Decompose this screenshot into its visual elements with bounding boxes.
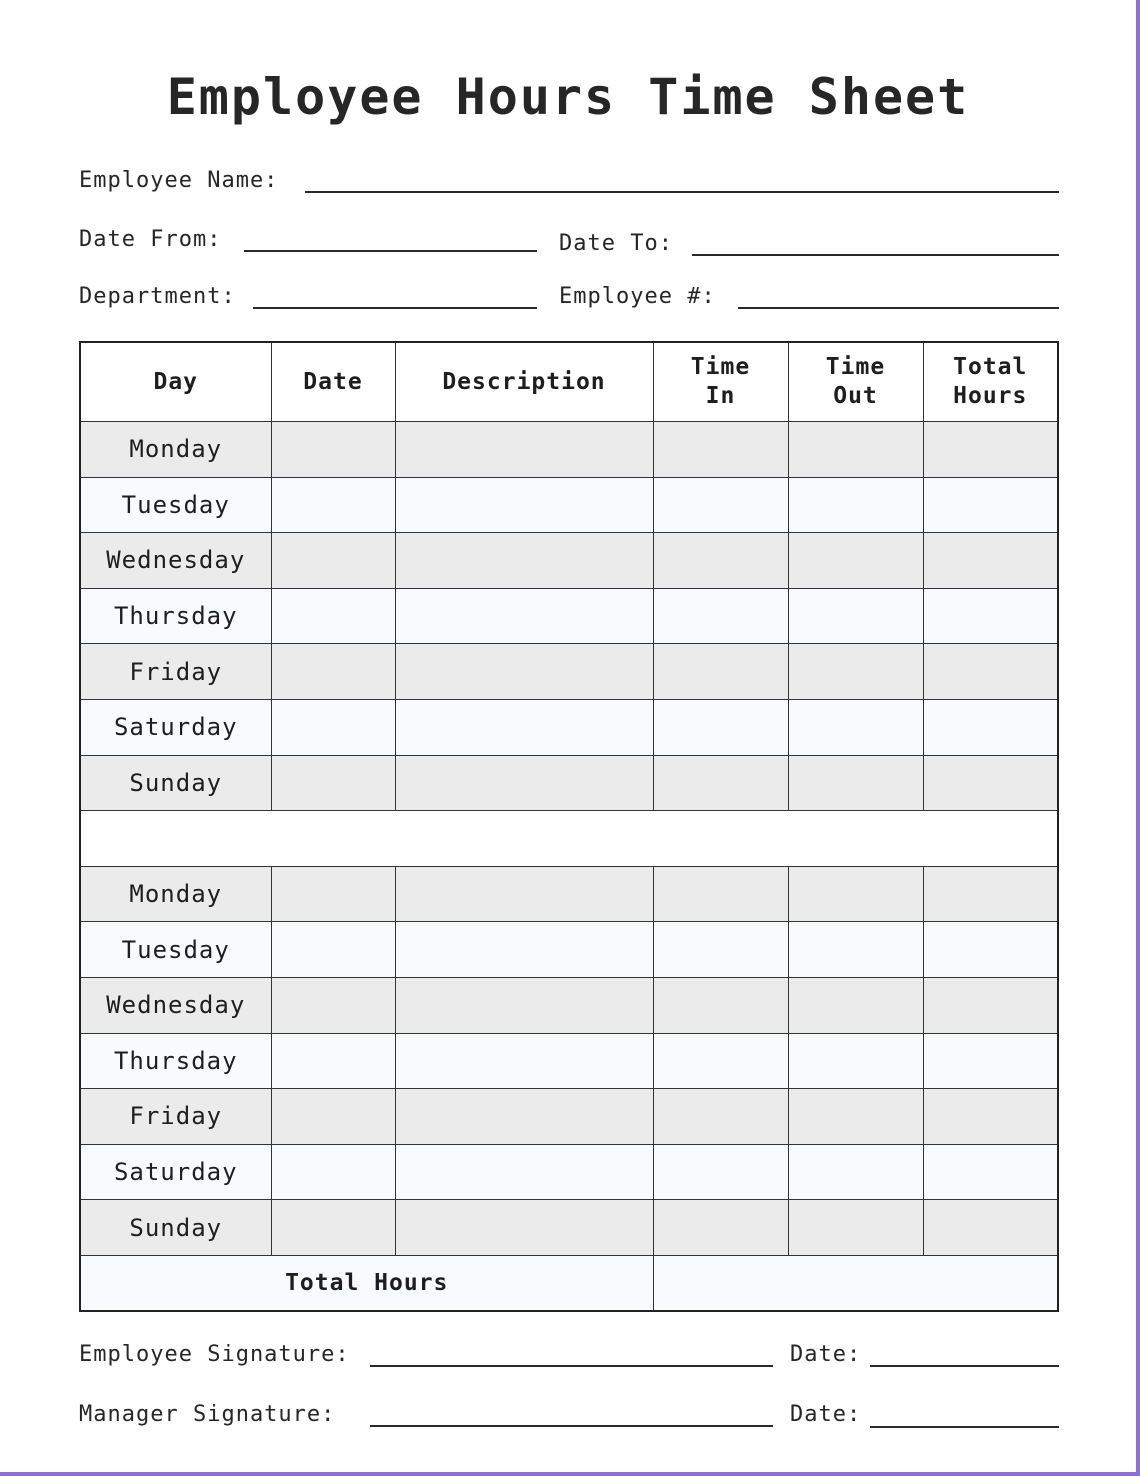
date-cell[interactable] [271,533,395,589]
date-to-label: Date To: [559,231,673,256]
employee-name-field[interactable] [305,191,1059,193]
manager-signature-field[interactable] [370,1425,773,1427]
header-time-in: Time In [653,342,788,422]
time-out-cell[interactable] [788,922,923,978]
time-out-cell[interactable] [788,1200,923,1256]
total-row [80,1255,1058,1311]
time-in-cell[interactable] [653,644,788,700]
time-in-cell[interactable] [653,1200,788,1256]
total-hours-cell[interactable] [923,755,1058,811]
date-cell[interactable] [271,755,395,811]
day-cell: Sunday [80,1200,271,1256]
time-out-cell[interactable] [788,1033,923,1089]
date-cell[interactable] [271,922,395,978]
description-cell[interactable] [395,1200,653,1256]
time-in-cell[interactable] [653,422,788,478]
description-cell[interactable] [395,1033,653,1089]
table-row [80,477,1058,533]
time-in-cell[interactable] [653,1033,788,1089]
description-cell[interactable] [395,477,653,533]
date-cell[interactable] [271,1200,395,1256]
table-row [80,699,1058,755]
day-cell: Thursday [80,1033,271,1089]
total-hours-cell[interactable] [923,1144,1058,1200]
time-out-cell[interactable] [788,533,923,589]
date-cell[interactable] [271,477,395,533]
description-cell[interactable] [395,866,653,922]
day-cell: Monday [80,422,271,478]
total-hours-cell[interactable] [923,977,1058,1033]
table-row [80,588,1058,644]
table-row [80,866,1058,922]
department-label: Department: [79,284,236,309]
header-description: Description [395,342,653,422]
table-row [80,1089,1058,1145]
employee-signature-date-label: Date: [790,1342,862,1367]
table-row [80,1200,1058,1256]
time-out-cell[interactable] [788,644,923,700]
date-cell[interactable] [271,422,395,478]
table-row [80,644,1058,700]
total-hours-cell[interactable] [923,922,1058,978]
description-cell[interactable] [395,588,653,644]
time-in-cell[interactable] [653,588,788,644]
total-hours-cell[interactable] [923,1033,1058,1089]
day-cell: Saturday [80,1144,271,1200]
time-out-cell[interactable] [788,588,923,644]
table-row [80,922,1058,978]
header-day: Day [80,342,271,422]
total-hours-cell[interactable] [923,1089,1058,1145]
date-cell[interactable] [271,866,395,922]
table-header-row [80,342,1058,422]
date-cell[interactable] [271,977,395,1033]
employee-number-label: Employee #: [559,284,716,309]
day-cell: Friday [80,644,271,700]
day-cell: Friday [80,1089,271,1145]
description-cell[interactable] [395,922,653,978]
time-out-cell[interactable] [788,699,923,755]
time-out-cell[interactable] [788,422,923,478]
date-from-label: Date From: [79,227,222,252]
description-cell[interactable] [395,422,653,478]
table-row [80,1033,1058,1089]
time-out-cell[interactable] [788,977,923,1033]
total-hours-cell[interactable] [923,588,1058,644]
total-hours-cell[interactable] [923,533,1058,589]
date-cell[interactable] [271,588,395,644]
total-hours-cell[interactable] [923,422,1058,478]
employee-signature-label: Employee Signature: [79,1342,350,1367]
manager-signature-date-label: Date: [790,1402,862,1427]
week-separator-row [80,811,1058,867]
time-out-cell[interactable] [788,1144,923,1200]
header-time-out: Time Out [788,342,923,422]
description-cell[interactable] [395,977,653,1033]
hours-table [79,341,1059,1312]
employee-number-field[interactable] [738,307,1059,309]
employee-signature-field[interactable] [370,1365,773,1367]
table-row [80,977,1058,1033]
total-hours-cell[interactable] [923,477,1058,533]
table-row [80,533,1058,589]
table-row [80,1144,1058,1200]
page-title: Employee Hours Time Sheet [166,68,970,126]
time-out-cell[interactable] [788,477,923,533]
description-cell[interactable] [395,533,653,589]
time-in-cell[interactable] [653,1144,788,1200]
header-total-hours: Total Hours [923,342,1058,422]
description-cell[interactable] [395,1089,653,1145]
time-in-cell[interactable] [653,533,788,589]
time-in-cell[interactable] [653,699,788,755]
day-cell: Saturday [80,699,271,755]
date-cell[interactable] [271,1033,395,1089]
day-cell: Monday [80,866,271,922]
date-from-field[interactable] [244,250,537,252]
time-out-cell[interactable] [788,755,923,811]
date-cell[interactable] [271,1089,395,1145]
time-in-cell[interactable] [653,922,788,978]
employee-signature-date-field[interactable] [870,1365,1059,1367]
time-out-cell[interactable] [788,1089,923,1145]
total-hours-cell[interactable] [923,644,1058,700]
description-cell[interactable] [395,755,653,811]
day-cell: Wednesday [80,977,271,1033]
employee-name-label: Employee Name: [79,168,279,193]
total-hours-cell[interactable] [923,866,1058,922]
date-cell[interactable] [271,644,395,700]
day-cell: Wednesday [80,533,271,589]
description-cell[interactable] [395,699,653,755]
time-in-cell[interactable] [653,1089,788,1145]
date-cell[interactable] [271,1144,395,1200]
day-cell: Sunday [80,755,271,811]
total-hours-cell[interactable] [923,699,1058,755]
time-in-cell[interactable] [653,755,788,811]
day-cell: Tuesday [80,922,271,978]
time-out-cell[interactable] [788,866,923,922]
time-in-cell[interactable] [653,477,788,533]
day-cell: Tuesday [80,477,271,533]
table-row [80,422,1058,478]
total-hours-cell[interactable] [923,1200,1058,1256]
week-separator [80,811,1058,867]
time-in-cell[interactable] [653,866,788,922]
header-date: Date [271,342,395,422]
manager-signature-label: Manager Signature: [79,1402,336,1427]
table-row [80,755,1058,811]
total-hours-label: Total Hours [80,1255,653,1311]
description-cell[interactable] [395,1144,653,1200]
date-cell[interactable] [271,699,395,755]
total-hours-value-cell[interactable] [653,1255,1058,1311]
time-in-cell[interactable] [653,977,788,1033]
date-to-field[interactable] [692,254,1059,256]
manager-signature-date-field[interactable] [870,1426,1059,1428]
description-cell[interactable] [395,644,653,700]
day-cell: Thursday [80,588,271,644]
department-field[interactable] [253,307,537,309]
